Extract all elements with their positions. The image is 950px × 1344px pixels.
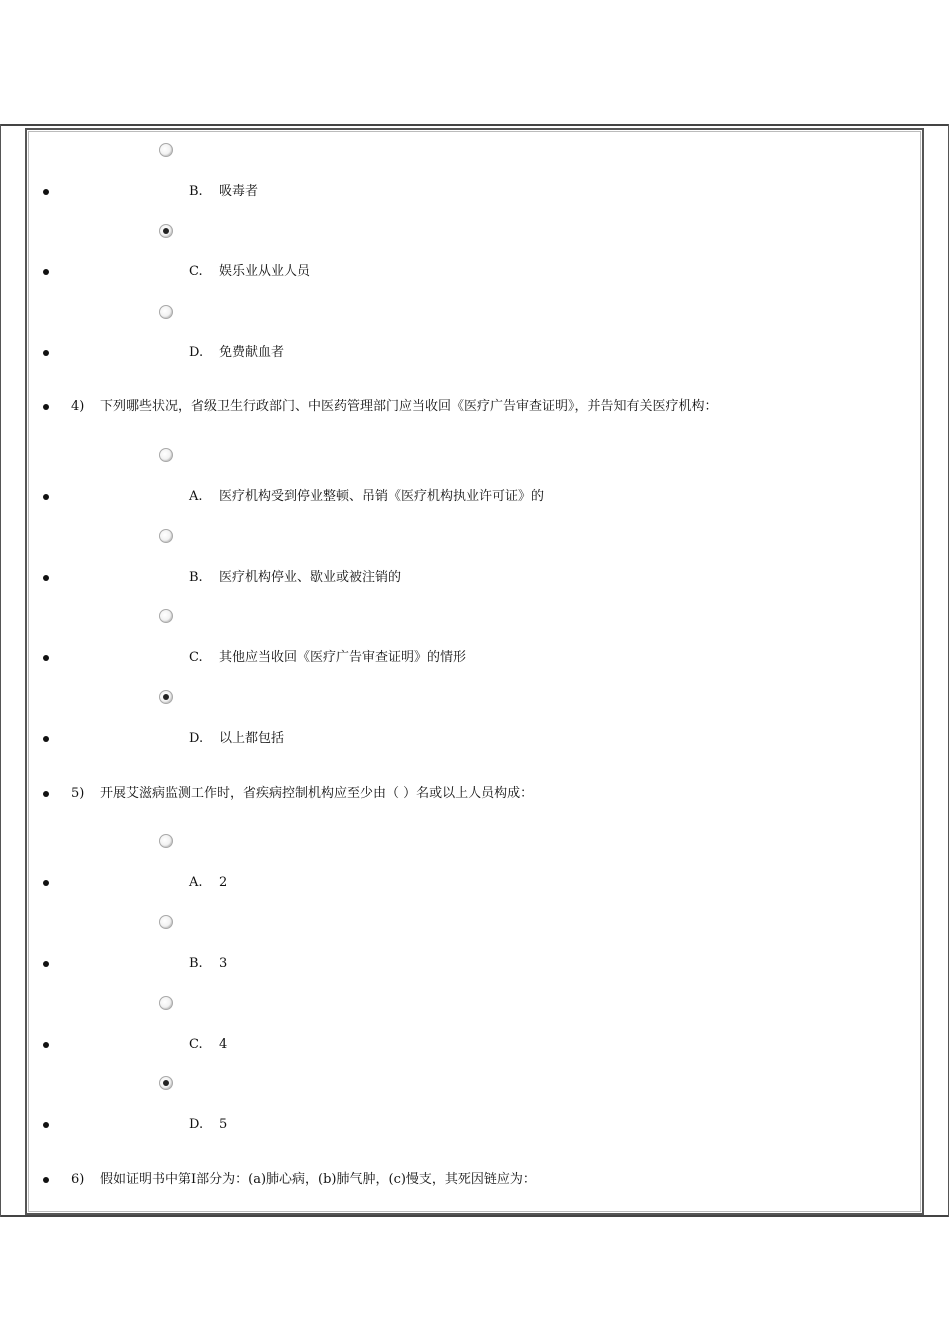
option-letter: B. [189,184,203,199]
question-panel [25,128,924,1215]
bullet [43,791,49,797]
option-letter: D. [189,1117,204,1132]
option-text: 5 [219,1117,228,1132]
option-q3-c [27,262,922,282]
option-text: 医疗机构受到停业整顿、吊销《医疗机构执业许可证》的 [219,489,545,504]
option-q4-a [27,487,922,507]
question-4 [27,397,922,417]
option-text: 免费献血者 [219,345,285,360]
radio-q4-c[interactable] [159,609,173,623]
option-text: 3 [219,956,228,971]
option-text: 2 [219,875,228,890]
bullet [43,404,49,410]
bullet [43,655,49,661]
question-text: 开展艾滋病监测工作时，省疾病控制机构应至少由（ ）名或以上人员构成： [100,786,534,801]
option-letter: A. [189,875,203,890]
radio-q3-c[interactable] [159,224,173,238]
question-number: 6) [71,1172,85,1187]
bullet [43,1042,49,1048]
right-border [948,124,949,1217]
bullet [43,575,49,581]
option-q4-c [27,648,922,668]
bullet [43,961,49,967]
question-text: 下列哪些状况，省级卫生行政部门、中医药管理部门应当收回《医疗广告审查证明》，并告知有关医疗机构： [100,399,718,414]
radio-q4-b[interactable] [159,529,173,543]
bullet [43,1177,49,1183]
option-letter: D. [189,345,204,360]
option-q5-a [27,873,922,893]
radio-q4-d[interactable] [159,690,173,704]
option-q5-b [27,954,922,974]
option-q5-d [27,1115,922,1135]
option-text: 以上都包括 [219,731,285,746]
bullet [43,189,49,195]
option-letter: A. [189,489,203,504]
question-5 [27,784,922,804]
option-text: 其他应当收回《医疗广告审查证明》的情形 [219,650,467,665]
radio-q5-c[interactable] [159,996,173,1010]
option-letter: C. [189,1037,203,1052]
radio-q5-a[interactable] [159,834,173,848]
option-q3-b [27,182,922,202]
question-text: 假如证明书中第Ⅰ部分为：(a)肺心病，(b)肺气肿，(c)慢支，其死因链应为： [100,1172,536,1187]
question-6 [27,1170,922,1190]
option-letter: B. [189,956,203,971]
left-border [0,124,1,1217]
radio-q5-d[interactable] [159,1076,173,1090]
option-letter: D. [189,731,204,746]
option-letter: C. [189,264,203,279]
option-text: 娱乐业从业人员 [219,264,311,279]
question-number: 5) [71,786,85,801]
radio-q3-b[interactable] [159,143,173,157]
radio-q4-a[interactable] [159,448,173,462]
option-text: 吸毒者 [219,184,259,199]
bullet [43,269,49,275]
radio-q3-d[interactable] [159,305,173,319]
bullet [43,880,49,886]
bullet [43,494,49,500]
option-q5-c [27,1035,922,1055]
option-q4-d [27,729,922,749]
option-text: 医疗机构停业、歇业或被注销的 [219,570,402,585]
option-q4-b [27,568,922,588]
option-text: 4 [219,1037,228,1052]
radio-q5-b[interactable] [159,915,173,929]
option-q3-d [27,343,922,363]
bullet [43,736,49,742]
option-letter: B. [189,570,203,585]
bullet [43,1122,49,1128]
option-letter: C. [189,650,203,665]
bullet [43,350,49,356]
question-number: 4) [71,399,85,414]
